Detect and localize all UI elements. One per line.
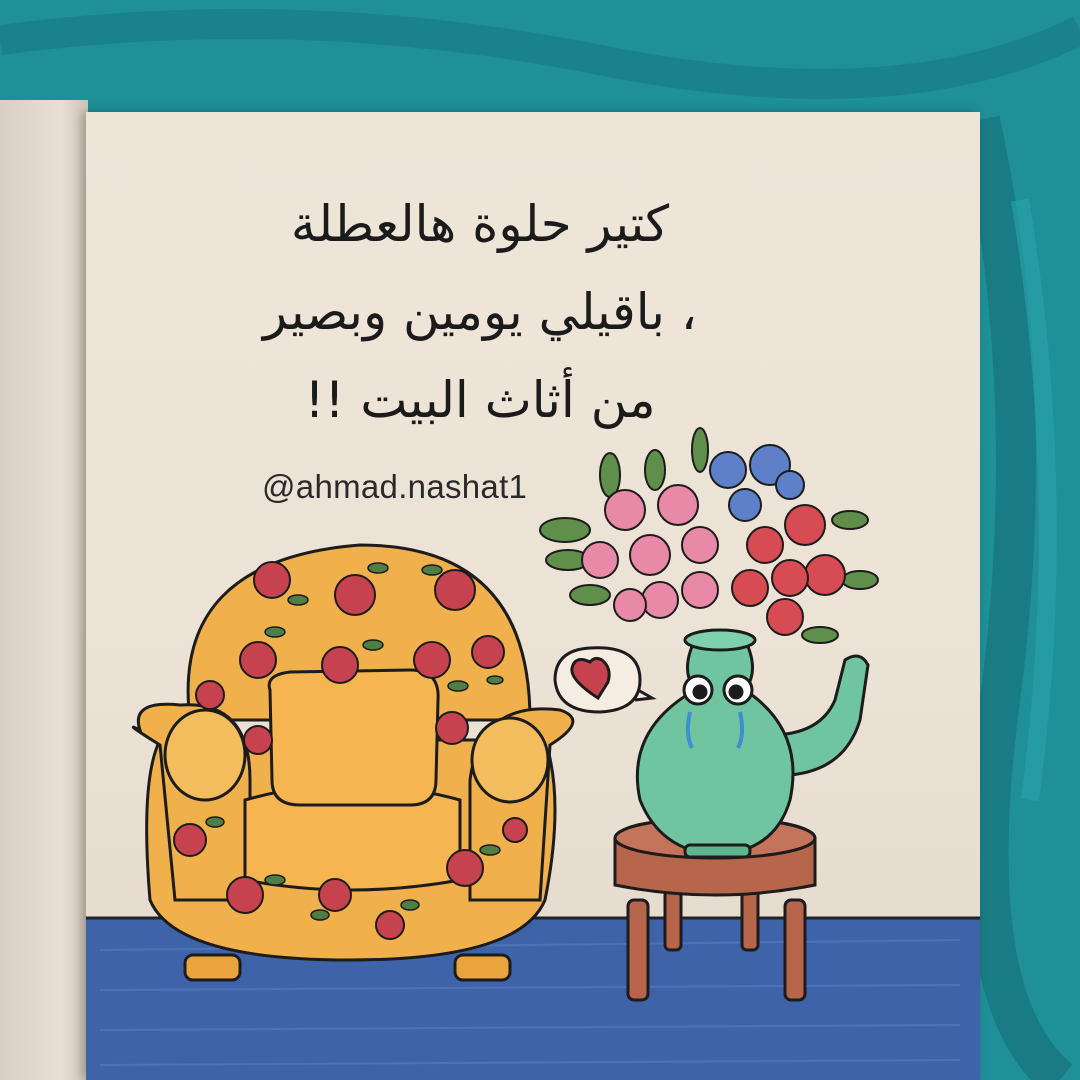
blue-flowers xyxy=(710,445,804,521)
caption-line-2: ، باقيلي يومين وبصير xyxy=(263,283,697,341)
armchair-cushion xyxy=(269,670,438,805)
caption-line-3: من أثاث البيت !! xyxy=(304,371,656,429)
red-roses xyxy=(732,505,845,635)
artist-handle: @ahmad.nashat1 xyxy=(262,468,528,505)
arabic-caption xyxy=(220,180,740,444)
broken-heart-speech-bubble xyxy=(555,648,652,712)
caption-line-1: كتير حلوة هالعطلة xyxy=(290,195,670,253)
vase-character xyxy=(637,630,868,857)
